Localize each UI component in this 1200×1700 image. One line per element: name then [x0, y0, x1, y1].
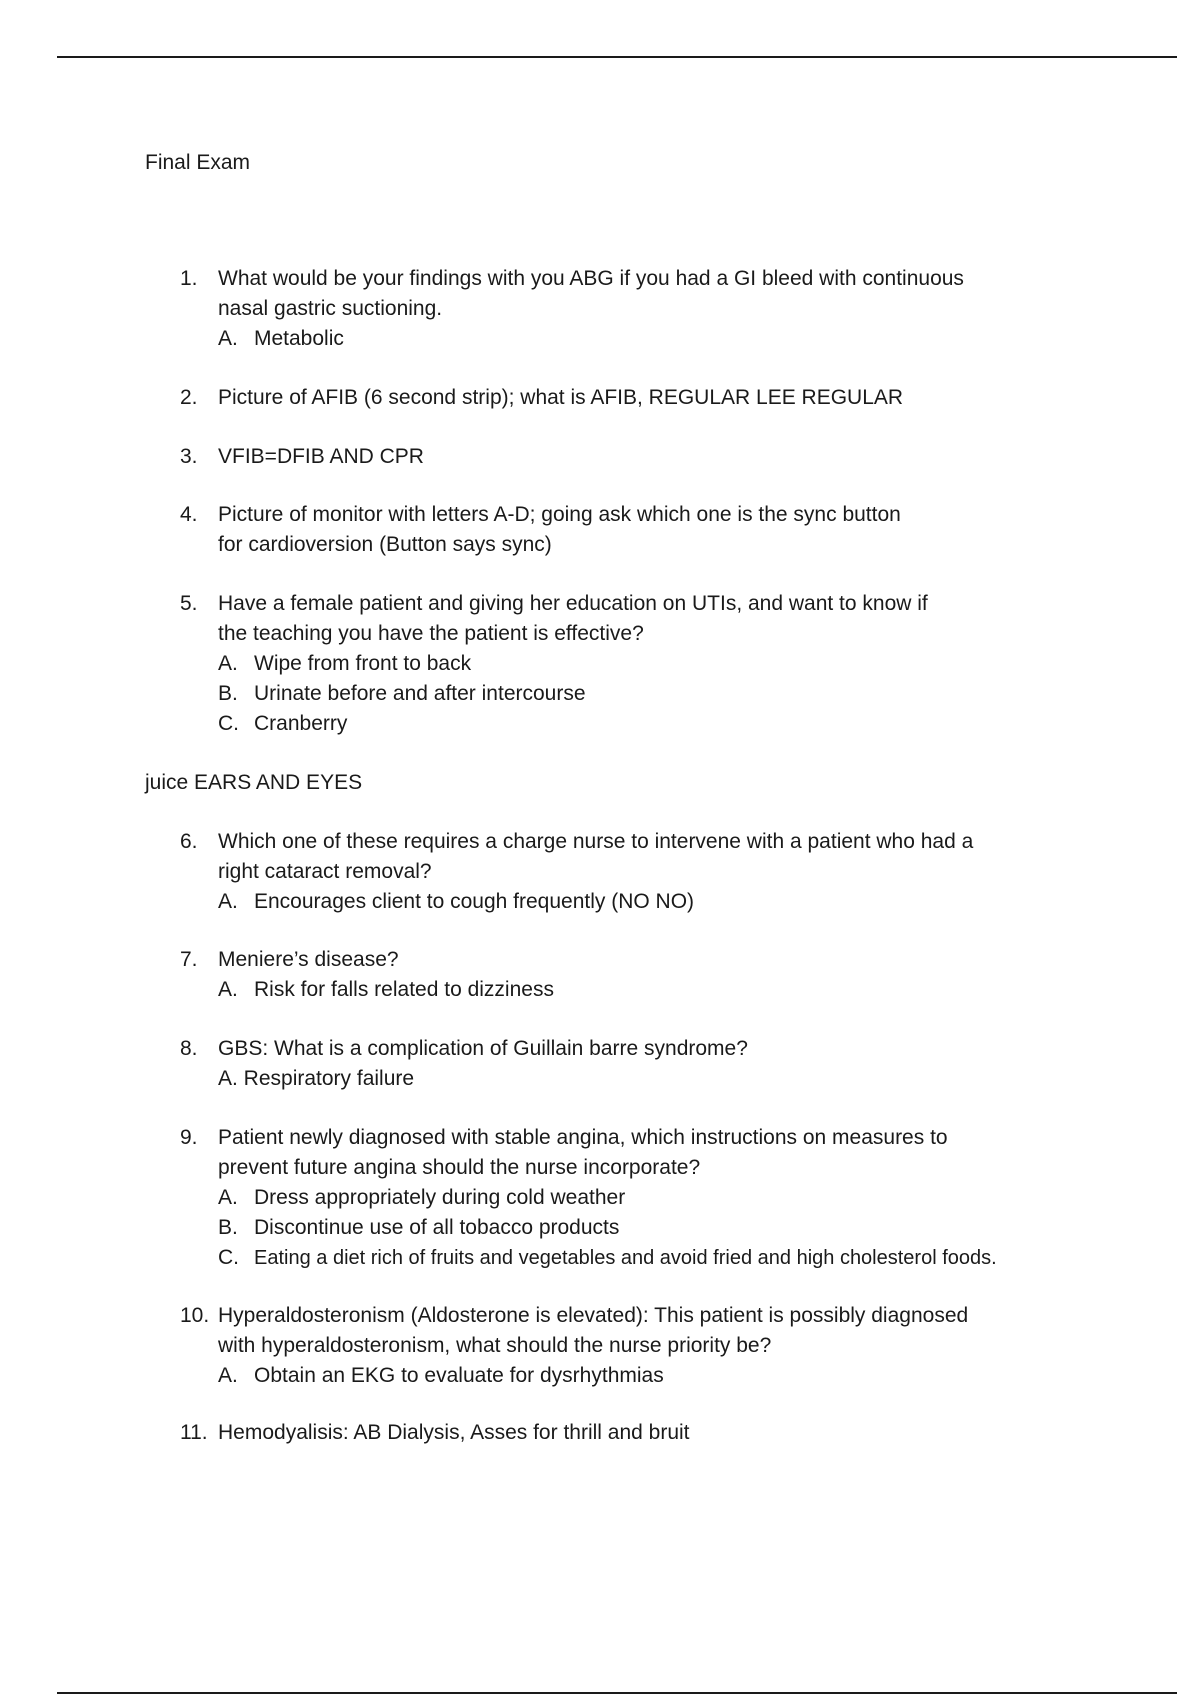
answer-item — [0, 975, 1200, 1005]
answer-item — [0, 1064, 1200, 1094]
answer-item — [0, 649, 1200, 679]
question-4 — [0, 500, 1200, 560]
question-text: with hyperaldosteronism, what should the nurse priority be? — [218, 1334, 772, 1357]
question-text: Have a female patient and giving her education on UTIs, and want to know if — [218, 592, 928, 615]
answer-item — [0, 324, 1200, 354]
answer-text: Metabolic — [254, 327, 344, 350]
top-rule — [57, 56, 1177, 58]
answer-letter: B. — [218, 682, 238, 705]
answer-item — [0, 1243, 1200, 1273]
answer-text: Dress appropriately during cold weather — [254, 1186, 626, 1209]
answer-letter: A. — [218, 327, 238, 350]
question-text: What would be your findings with you ABG if you had a GI bleed with continuous — [218, 267, 964, 290]
question-number: 5. — [180, 592, 198, 615]
question-number: 2. — [180, 386, 198, 409]
answer-text: Obtain an EKG to evaluate for dysrhythmias — [254, 1364, 664, 1387]
answer-text: Cranberry — [254, 712, 348, 735]
question-9 — [0, 1123, 1200, 1273]
answer-item — [0, 887, 1200, 917]
question-8 — [0, 1034, 1200, 1094]
question-text: Hyperaldosteronism (Aldosterone is elevated): This patient is possibly diagnosed — [218, 1304, 969, 1327]
question-text: Patient newly diagnosed with stable angina, which instructions on measures to — [218, 1126, 948, 1149]
answer-letter: A. — [218, 1186, 238, 1209]
bottom-rule — [57, 1692, 1177, 1694]
question-2 — [0, 383, 1200, 413]
answer-item — [0, 709, 1200, 739]
question-1 — [0, 264, 1200, 354]
answer-text: Eating a diet rich of fruits and vegetables and avoid fried and high cholesterol foods. — [254, 1247, 997, 1269]
question-text: Meniere’s disease? — [218, 948, 399, 971]
answer-letter: A. — [218, 1364, 238, 1387]
question-text: Picture of monitor with letters A-D; going ask which one is the sync button — [218, 503, 901, 526]
answer-text: Encourages client to cough frequently (NO NO) — [254, 890, 695, 913]
question-text: prevent future angina should the nurse incorporate? — [218, 1156, 701, 1179]
answer-letter: C. — [218, 712, 239, 735]
answer-text: Discontinue use of all tobacco products — [254, 1216, 620, 1239]
question-text: VFIB=DFIB AND CPR — [218, 445, 424, 468]
question-text: for cardioversion (Button says sync) — [218, 533, 552, 556]
answer-letter: C. — [218, 1246, 239, 1269]
question-10 — [0, 1301, 1200, 1391]
answer-letter: A. — [218, 652, 238, 675]
page-title: Final Exam — [145, 151, 251, 174]
question-text: GBS: What is a complication of Guillain barre syndrome? — [218, 1037, 748, 1060]
question-number: 8. — [180, 1037, 198, 1060]
question-text: Which one of these requires a charge nurse to intervene with a patient who had a — [218, 830, 974, 853]
answer-text: A. Respiratory failure — [218, 1067, 415, 1090]
answer-item — [0, 1361, 1200, 1391]
question-7 — [0, 945, 1200, 1005]
answer-text: Risk for falls related to dizziness — [254, 978, 554, 1001]
question-number: 11. — [180, 1421, 208, 1444]
answer-item — [0, 1213, 1200, 1243]
question-number: 6. — [180, 830, 198, 853]
question-text: Picture of AFIB (6 second strip); what is AFIB, REGULAR LEE REGULAR — [218, 386, 904, 409]
answer-text: Urinate before and after intercourse — [254, 682, 586, 705]
question-number: 9. — [180, 1126, 198, 1149]
question-text: Hemodyalisis: AB Dialysis, Asses for thrill and bruit — [218, 1421, 690, 1444]
answer-letter: A. — [218, 978, 238, 1001]
question-number: 3. — [180, 445, 198, 468]
question-text: nasal gastric suctioning. — [218, 297, 443, 320]
question-number: 4. — [180, 503, 198, 526]
answer-letter: B. — [218, 1216, 238, 1239]
section-label: juice EARS AND EYES — [145, 771, 363, 794]
answer-item — [0, 679, 1200, 709]
answer-text: Wipe from front to back — [254, 652, 472, 675]
question-number: 10. — [180, 1304, 210, 1327]
question-11 — [0, 1418, 1200, 1448]
question-3 — [0, 442, 1200, 472]
question-5 — [0, 589, 1200, 739]
question-text: the teaching you have the patient is effective? — [218, 622, 644, 645]
question-number: 1. — [180, 267, 198, 290]
question-text: right cataract removal? — [218, 860, 432, 883]
question-number: 7. — [180, 948, 198, 971]
answer-letter: A. — [218, 890, 238, 913]
answer-item — [0, 1183, 1200, 1213]
question-6 — [0, 827, 1200, 917]
